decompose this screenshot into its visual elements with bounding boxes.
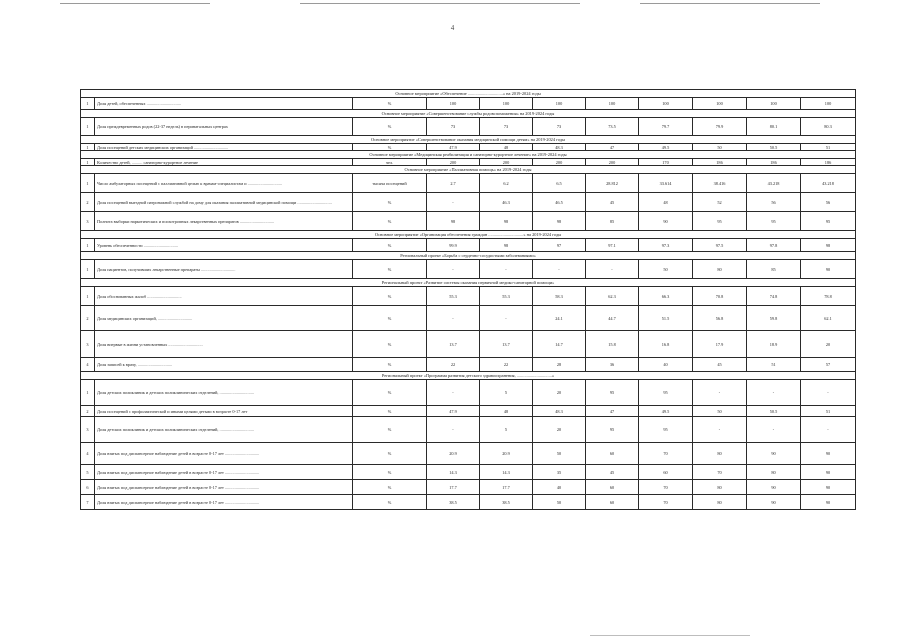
value-cell: 73 — [480, 118, 533, 136]
value-cell: 80 — [693, 495, 747, 510]
value-cell: 98 — [533, 212, 586, 231]
row-number: 4 — [81, 443, 95, 465]
value-cell: 50 — [693, 406, 747, 417]
value-cell: - — [801, 417, 856, 443]
unit-cell: % — [353, 193, 427, 212]
value-cell: 56.8 — [693, 306, 747, 331]
value-cell: 20.9 — [480, 443, 533, 465]
value-cell: - — [427, 260, 480, 279]
table-row — [81, 287, 856, 306]
value-cell: 49.5 — [639, 406, 693, 417]
value-cell: 15.8 — [586, 331, 639, 358]
unit-cell: % — [353, 287, 427, 306]
indicator-name: Доля взятых под диспансерное наблюдение детей в возрасте 0-17 лет ................................ — [95, 465, 353, 480]
page-number: 4 — [450, 24, 455, 32]
section-header-row — [81, 166, 856, 174]
value-cell: 70 — [639, 443, 693, 465]
value-cell: 95 — [586, 417, 639, 443]
value-cell: 28 — [533, 358, 586, 372]
unit-cell: чел. — [353, 159, 427, 166]
row-number: 1 — [81, 239, 95, 252]
section-header-row — [81, 279, 856, 287]
value-cell: - — [480, 306, 533, 331]
value-cell: 50 — [533, 443, 586, 465]
value-cell: 78.8 — [801, 287, 856, 306]
section-title: Основное мероприятие «Медицинская реабилитация и санаторно-курортное лечение» на 2019-2024 годы — [81, 151, 856, 159]
value-cell: 46.5 — [533, 193, 586, 212]
value-cell: 95 — [747, 212, 801, 231]
value-cell: 47.9 — [427, 406, 480, 417]
row-number: 7 — [81, 495, 95, 510]
value-cell: 51.5 — [639, 306, 693, 331]
value-cell: 90 — [747, 443, 801, 465]
value-cell: 200 — [533, 159, 586, 166]
section-header-row — [81, 372, 856, 380]
value-cell: 97 — [533, 239, 586, 252]
value-cell: 100 — [533, 98, 586, 110]
indicator-name: Доля пациентов, получивших лекарственные препараты ................................ — [95, 260, 353, 279]
value-cell: - — [427, 380, 480, 406]
section-header-row — [81, 136, 856, 144]
value-cell: 38.5 — [480, 495, 533, 510]
value-cell: 90 — [801, 443, 856, 465]
indicator-name: Доля впервые в жизни установленных ................................ — [95, 331, 353, 358]
table-row — [81, 144, 856, 151]
table-row — [81, 358, 856, 372]
value-cell: 80 — [747, 465, 801, 480]
section-header-row — [81, 90, 856, 98]
section-title: Основное мероприятие «Совершенствование оказания медицинской помощи детям» на 2019-2024 годы — [81, 136, 856, 144]
value-cell: 5 — [480, 380, 533, 406]
row-number: 2 — [81, 193, 95, 212]
unit-cell: % — [353, 239, 427, 252]
value-cell: 35 — [533, 465, 586, 480]
value-cell: 40 — [533, 480, 586, 495]
section-title: Региональный проект «Программа развития детского здравоохранения, ................................» — [81, 372, 856, 380]
value-cell: 57 — [801, 358, 856, 372]
value-cell: 33.614 — [639, 174, 693, 193]
value-cell: 60 — [586, 443, 639, 465]
unit-cell: % — [353, 406, 427, 417]
value-cell: 186 — [801, 159, 856, 166]
row-number: 5 — [81, 465, 95, 480]
value-cell: 80.3 — [801, 118, 856, 136]
value-cell: 49.5 — [639, 144, 693, 151]
value-cell: - — [693, 380, 747, 406]
section-header-row — [81, 252, 856, 260]
value-cell: 170 — [639, 159, 693, 166]
indicator-name: Доля медицинских организаций, ................................ — [95, 306, 353, 331]
value-cell: 40 — [639, 358, 693, 372]
value-cell: 38.416 — [693, 174, 747, 193]
value-cell: - — [801, 380, 856, 406]
indicator-name: Доля детских поликлиник и детских поликлинических отделений, ................................ — [95, 380, 353, 406]
value-cell: 43.218 — [801, 174, 856, 193]
value-cell: 70 — [639, 480, 693, 495]
indicator-table-sheet — [80, 89, 855, 510]
row-number: 2 — [81, 406, 95, 417]
value-cell: 14.3 — [480, 465, 533, 480]
value-cell: 100 — [801, 98, 856, 110]
section-title: Основное мероприятие «Обеспечение ................................» на 2019-2024 годы — [81, 90, 856, 98]
value-cell: 80 — [693, 480, 747, 495]
indicator-name: Доля детских поликлиник и детских поликлинических отделений, ................................ — [95, 417, 353, 443]
value-cell: 36 — [586, 358, 639, 372]
value-cell: 28.812 — [586, 174, 639, 193]
unit-cell: % — [353, 358, 427, 372]
value-cell: 45 — [693, 358, 747, 372]
value-cell: 90 — [639, 212, 693, 231]
value-cell: 20 — [533, 380, 586, 406]
value-cell: 200 — [427, 159, 480, 166]
table-row — [81, 417, 856, 443]
row-number: 4 — [81, 358, 95, 372]
indicator-name: Полнота выборки наркотических и психотропных лекарственных препаратов ................................ — [95, 212, 353, 231]
unit-cell: % — [353, 260, 427, 279]
unit-cell: % — [353, 417, 427, 443]
value-cell: 95 — [693, 212, 747, 231]
scan-edge-line — [590, 635, 750, 636]
unit-cell: % — [353, 331, 427, 358]
table-row — [81, 331, 856, 358]
value-cell: 43.218 — [747, 174, 801, 193]
value-cell: 60 — [586, 480, 639, 495]
value-cell: 85 — [747, 260, 801, 279]
value-cell: 186 — [693, 159, 747, 166]
value-cell: 56 — [747, 193, 801, 212]
value-cell: 58.3 — [533, 287, 586, 306]
indicator-table — [80, 89, 856, 510]
value-cell: 97.3 — [639, 239, 693, 252]
row-number: 1 — [81, 98, 95, 110]
value-cell: 51 — [801, 406, 856, 417]
value-cell: 95 — [639, 417, 693, 443]
value-cell: 97.8 — [747, 239, 801, 252]
value-cell: 50.5 — [747, 406, 801, 417]
value-cell: - — [427, 306, 480, 331]
value-cell: 80 — [693, 260, 747, 279]
value-cell: 100 — [480, 98, 533, 110]
row-number: 1 — [81, 174, 95, 193]
value-cell: 98 — [480, 239, 533, 252]
value-cell: 16.8 — [639, 331, 693, 358]
value-cell: 14.3 — [427, 465, 480, 480]
value-cell: 66.3 — [639, 287, 693, 306]
row-number: 1 — [81, 287, 95, 306]
indicator-name: Доля преждевременных родов (22-37 недель) в перинатальных центрах — [95, 118, 353, 136]
value-cell: 50 — [533, 495, 586, 510]
value-cell: 22 — [427, 358, 480, 372]
value-cell: - — [747, 380, 801, 406]
value-cell: 200 — [586, 159, 639, 166]
value-cell: 79.7 — [639, 118, 693, 136]
value-cell: 85 — [586, 212, 639, 231]
value-cell: 100 — [586, 98, 639, 110]
value-cell: 74.8 — [747, 287, 801, 306]
value-cell: 55.3 — [427, 287, 480, 306]
section-title: Основное мероприятие «Организация обеспечения граждан ................................» на 2019-2024 годы — [81, 231, 856, 239]
value-cell: 6.2 — [480, 174, 533, 193]
table-row — [81, 380, 856, 406]
row-number: 1 — [81, 144, 95, 151]
value-cell: 47 — [586, 144, 639, 151]
value-cell: - — [427, 193, 480, 212]
indicator-name: Доля обоснованных жалоб ................................ — [95, 287, 353, 306]
value-cell: 48.3 — [533, 406, 586, 417]
value-cell: 48 — [480, 144, 533, 151]
value-cell: 62.3 — [586, 287, 639, 306]
row-number: 1 — [81, 159, 95, 166]
scan-edge-line — [300, 3, 580, 4]
value-cell: 48 — [480, 406, 533, 417]
value-cell: 50 — [639, 260, 693, 279]
section-header-row — [81, 151, 856, 159]
value-cell: - — [427, 417, 480, 443]
value-cell: 17.7 — [427, 480, 480, 495]
value-cell: 14.7 — [533, 331, 586, 358]
value-cell: 60 — [639, 465, 693, 480]
value-cell: 13.7 — [427, 331, 480, 358]
unit-cell: % — [353, 480, 427, 495]
value-cell: 2.7 — [427, 174, 480, 193]
value-cell: 97.1 — [586, 239, 639, 252]
row-number: 1 — [81, 260, 95, 279]
row-number: 1 — [81, 380, 95, 406]
value-cell: 79.9 — [693, 118, 747, 136]
value-cell: 186 — [747, 159, 801, 166]
value-cell: 90 — [801, 465, 856, 480]
value-cell: - — [533, 260, 586, 279]
table-row — [81, 465, 856, 480]
value-cell: 24.1 — [533, 306, 586, 331]
value-cell: 22 — [480, 358, 533, 372]
value-cell: 6.5 — [533, 174, 586, 193]
value-cell: 90 — [801, 495, 856, 510]
value-cell: 98 — [427, 212, 480, 231]
value-cell: 73 — [427, 118, 480, 136]
value-cell: 90 — [747, 480, 801, 495]
unit-cell: тысяча посещений — [353, 174, 427, 193]
row-number: 1 — [81, 118, 95, 136]
value-cell: - — [693, 417, 747, 443]
table-row — [81, 306, 856, 331]
table-row — [81, 118, 856, 136]
unit-cell: % — [353, 118, 427, 136]
table-row — [81, 174, 856, 193]
row-number: 2 — [81, 306, 95, 331]
value-cell: 99.9 — [427, 239, 480, 252]
indicator-name: Доля посещений с профилактической и иными целями детьми в возрасте 0-17 лет — [95, 406, 353, 417]
table-row — [81, 480, 856, 495]
value-cell: 70 — [693, 465, 747, 480]
value-cell: 45 — [586, 465, 639, 480]
scan-edge-line — [60, 3, 210, 4]
section-header-row — [81, 231, 856, 239]
value-cell: 100 — [427, 98, 480, 110]
row-number: 3 — [81, 212, 95, 231]
table-row — [81, 98, 856, 110]
value-cell: 90 — [801, 260, 856, 279]
table-row — [81, 159, 856, 166]
indicator-name: Уровень обеспеченности ................................ — [95, 239, 353, 252]
value-cell: 200 — [480, 159, 533, 166]
value-cell: - — [480, 260, 533, 279]
unit-cell: % — [353, 495, 427, 510]
indicator-name: Количество детей, .......... санаторно-курортное лечение — [95, 159, 353, 166]
value-cell: 90 — [801, 480, 856, 495]
table-row — [81, 212, 856, 231]
value-cell: 100 — [693, 98, 747, 110]
section-title: Региональный проект «Развитие системы оказания первичной медико-санитарной помощи» — [81, 279, 856, 287]
value-cell: 73 — [533, 118, 586, 136]
value-cell: 20.9 — [427, 443, 480, 465]
value-cell: 80.1 — [747, 118, 801, 136]
value-cell: 47.9 — [427, 144, 480, 151]
value-cell: 5 — [480, 417, 533, 443]
value-cell: 70.8 — [693, 287, 747, 306]
value-cell: 95 — [801, 212, 856, 231]
table-row — [81, 260, 856, 279]
value-cell: 80 — [693, 443, 747, 465]
table-row — [81, 239, 856, 252]
value-cell: 55.3 — [480, 287, 533, 306]
value-cell: 100 — [747, 98, 801, 110]
unit-cell: % — [353, 212, 427, 231]
value-cell: 20 — [533, 417, 586, 443]
value-cell: 17.9 — [693, 331, 747, 358]
value-cell: 18.9 — [747, 331, 801, 358]
value-cell: 98 — [480, 212, 533, 231]
value-cell: 17.7 — [480, 480, 533, 495]
table-row — [81, 406, 856, 417]
value-cell: 73.5 — [586, 118, 639, 136]
table-row — [81, 443, 856, 465]
value-cell: 51 — [801, 144, 856, 151]
value-cell: 97.5 — [693, 239, 747, 252]
indicator-name: Доля посещений выездной патронажной службой на дому для оказания паллиативной медицинской помощи ................................ — [95, 193, 353, 212]
table-row — [81, 193, 856, 212]
unit-cell: % — [353, 144, 427, 151]
value-cell: - — [747, 417, 801, 443]
row-number: 3 — [81, 417, 95, 443]
unit-cell: % — [353, 465, 427, 480]
value-cell: 48 — [639, 193, 693, 212]
value-cell: 46.3 — [480, 193, 533, 212]
table-row — [81, 495, 856, 510]
scan-edge-line — [640, 3, 820, 4]
value-cell: 47 — [586, 406, 639, 417]
row-number: 6 — [81, 480, 95, 495]
indicator-name: Доля записей к врачу, ................................ — [95, 358, 353, 372]
value-cell: 52 — [693, 193, 747, 212]
value-cell: 95 — [586, 380, 639, 406]
value-cell: - — [586, 260, 639, 279]
section-title: Региональный проект «Борьба с сердечно-сосудистыми заболеваниями» — [81, 252, 856, 260]
value-cell: 44.7 — [586, 306, 639, 331]
indicator-name: Число амбулаторных посещений с паллиативной целью к врачам-специалистам и ................................ — [95, 174, 353, 193]
value-cell: 50 — [693, 144, 747, 151]
unit-cell: % — [353, 443, 427, 465]
row-number: 3 — [81, 331, 95, 358]
value-cell: 90 — [747, 495, 801, 510]
value-cell: 48.3 — [533, 144, 586, 151]
value-cell: 13.7 — [480, 331, 533, 358]
unit-cell: % — [353, 98, 427, 110]
value-cell: 38.5 — [427, 495, 480, 510]
section-header-row — [81, 110, 856, 118]
value-cell: 95 — [639, 380, 693, 406]
value-cell: 70 — [639, 495, 693, 510]
value-cell: 98 — [801, 239, 856, 252]
unit-cell: % — [353, 380, 427, 406]
value-cell: 100 — [639, 98, 693, 110]
value-cell: 20 — [801, 331, 856, 358]
indicator-name: Доля посещений детских медицинских организаций ................................ — [95, 144, 353, 151]
value-cell: 45 — [586, 193, 639, 212]
value-cell: 51 — [747, 358, 801, 372]
section-title: Основное мероприятие «Совершенствование службы родовспоможения» на 2019-2024 годы — [81, 110, 856, 118]
indicator-name: Доля взятых под диспансерное наблюдение детей в возрасте 0-17 лет ................................ — [95, 495, 353, 510]
value-cell: 50.5 — [747, 144, 801, 151]
indicator-name: Доля взятых под диспансерное наблюдение детей в возрасте 0-17 лет ................................ — [95, 480, 353, 495]
indicator-name: Доля взятых под диспансерное наблюдение детей в возрасте 0-17 лет ................................ — [95, 443, 353, 465]
section-title: Основное мероприятие «Паллиативная помощь» на 2019-2024 годы — [81, 166, 856, 174]
value-cell: 59.8 — [747, 306, 801, 331]
indicator-name: Доля детей, обеспеченных ................................ — [95, 98, 353, 110]
unit-cell: % — [353, 306, 427, 331]
value-cell: 62.1 — [801, 306, 856, 331]
value-cell: 56 — [801, 193, 856, 212]
value-cell: 60 — [586, 495, 639, 510]
